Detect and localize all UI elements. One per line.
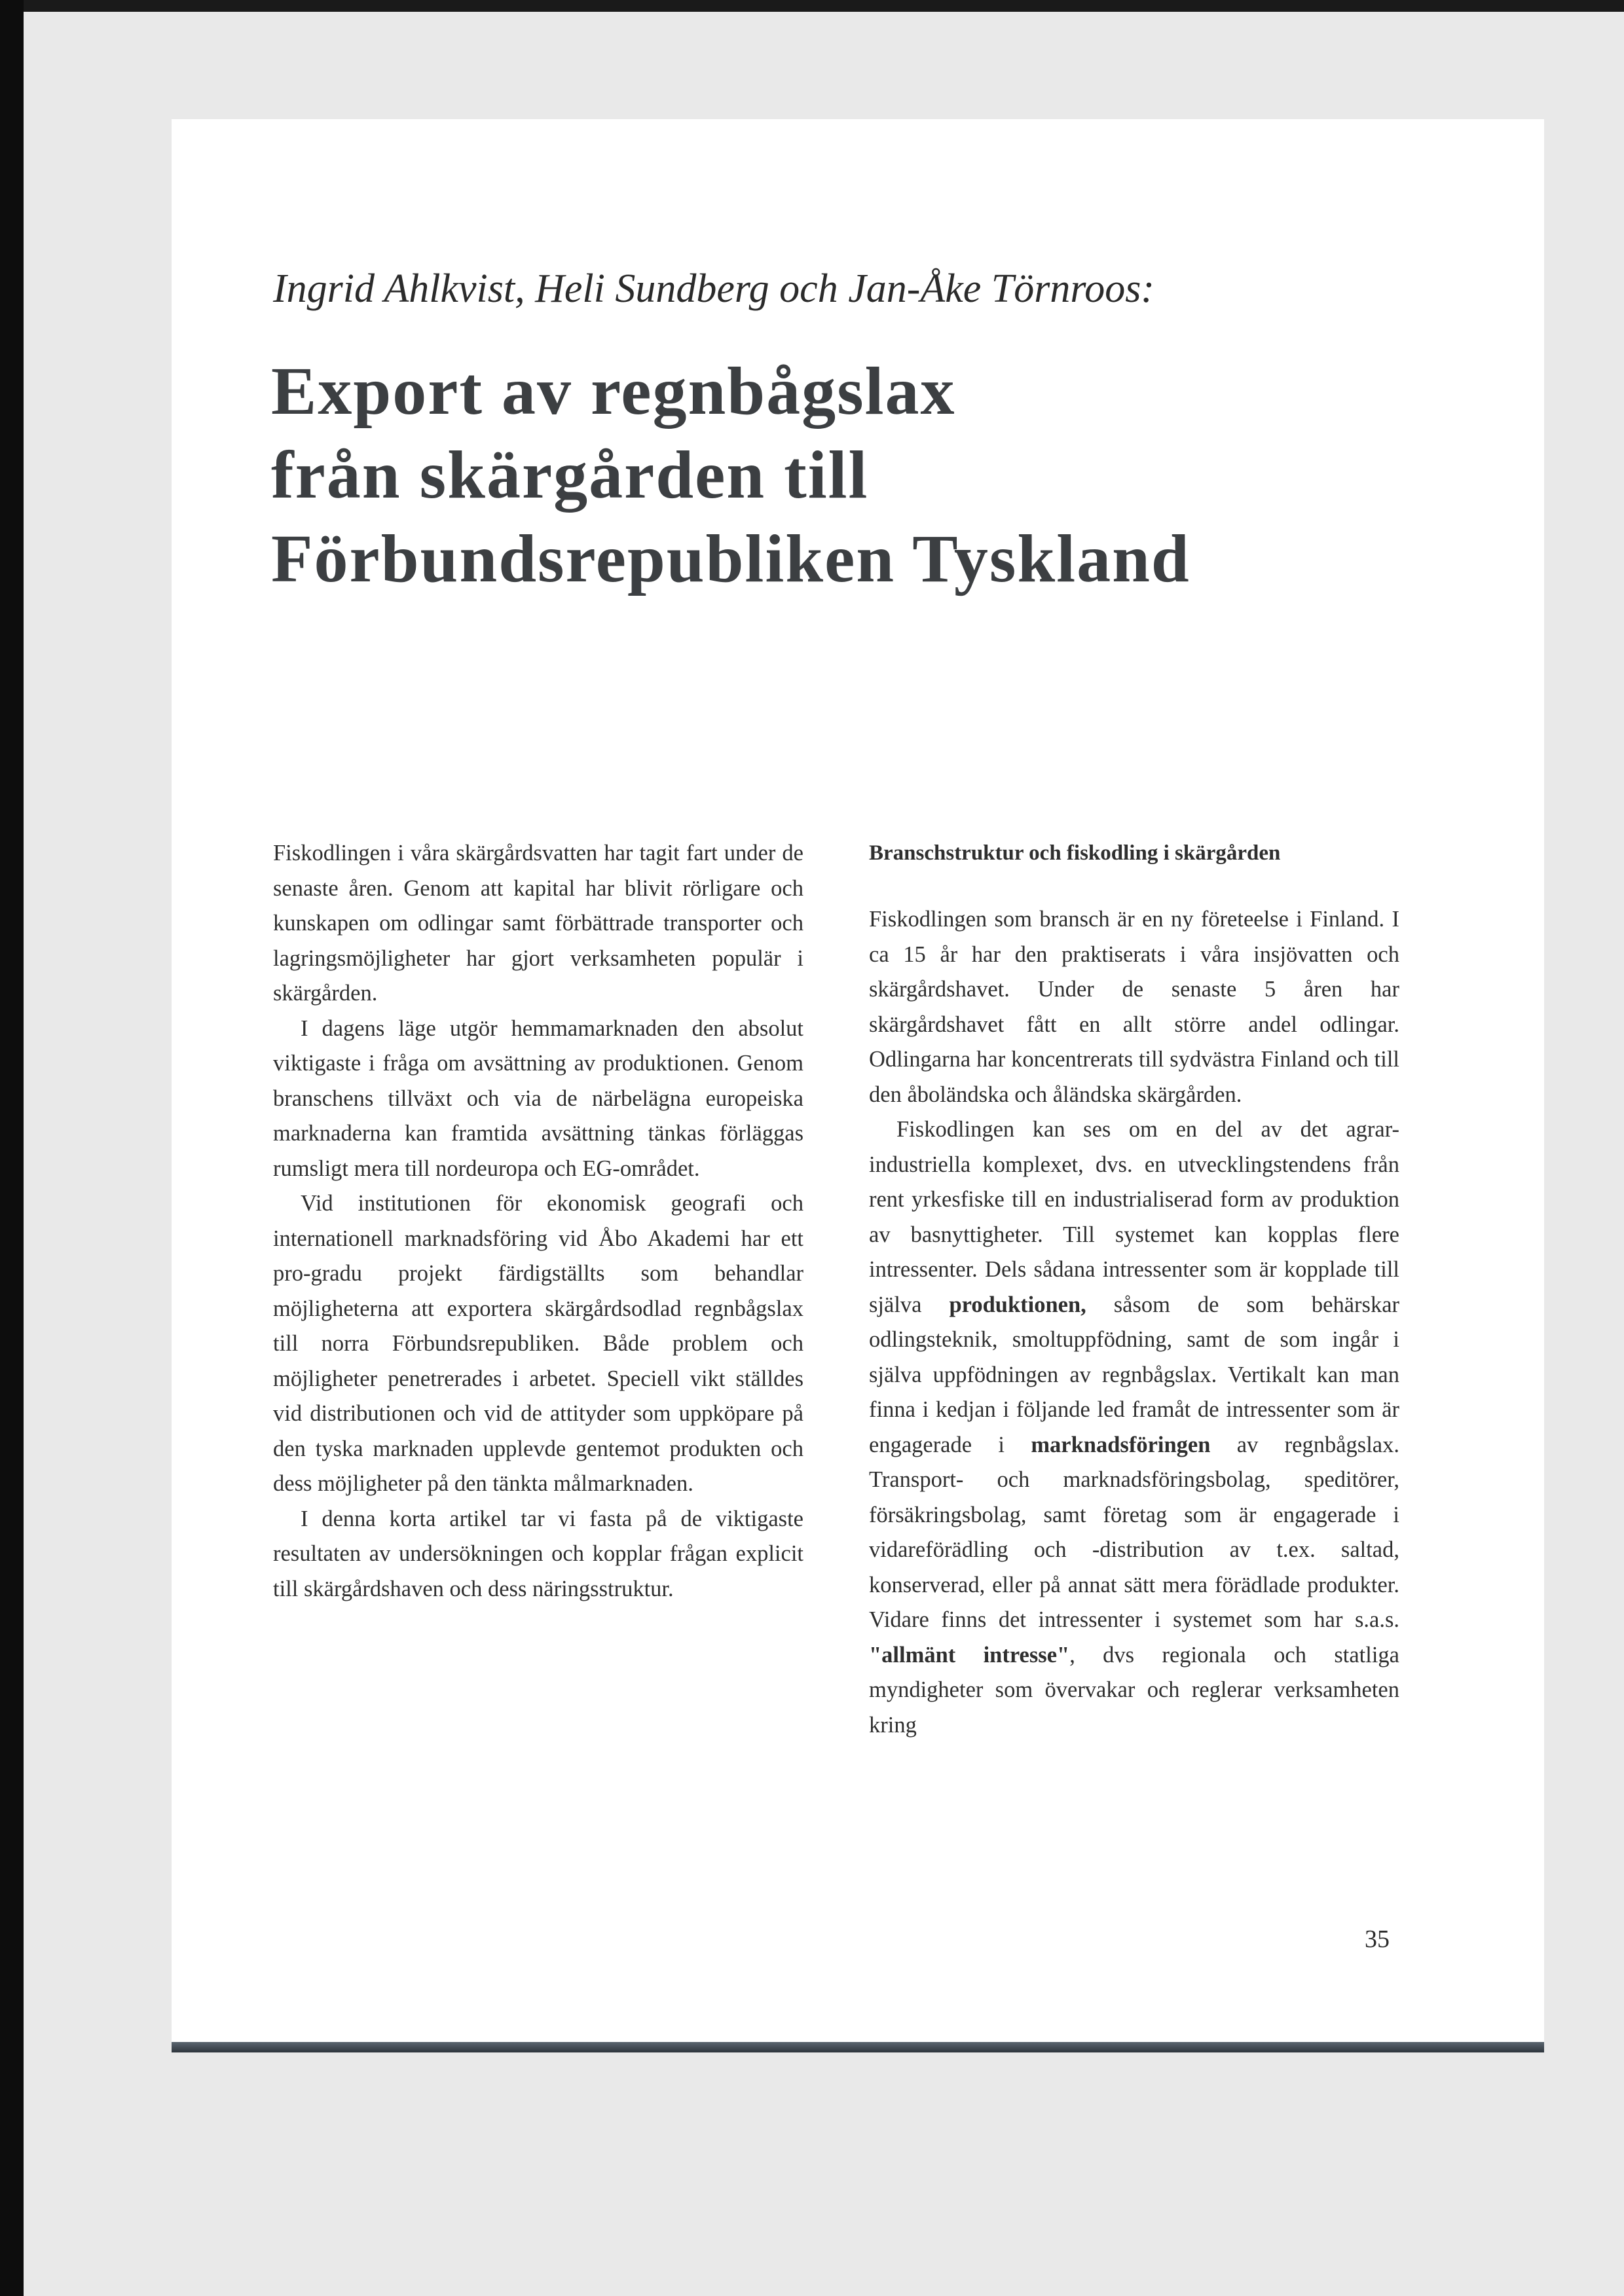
text-run: Fiskodlingen kan ses om en del av det agrar-industriella komplexet, dvs. en utvecklingstendens från rent yrkesfiske till en industrialiserad form av produktion av basnyttigheter. Till systemet kan kopplas flere intressenter. Dels sådana intressenter som är kopplade till själva: [869, 1117, 1399, 1317]
left-column: [273, 836, 803, 1607]
section-heading: Branschstruktur och fiskodling i skärgården: [869, 841, 1281, 865]
scan-border-left: [0, 0, 24, 2296]
left-paragraph-1: Fiskodlingen i våra skärgårdsvatten har tagit fart under de senaste åren. Genom att kapital har blivit rörligare och kunskapen om odlingar samt förbättrade transporter och lagringsmöjligheter har gjort verksamheten populär i skärgården.: [273, 841, 803, 1006]
scan-border-top: [0, 0, 1624, 12]
text-run: såsom de som behärskar odlingsteknik, smoltuppfödning, samt de som ingår i själva uppfödningen av regnbågslax. Vertikalt kan man finna i kedjan i följande led framåt de intressenter som är engagerade i: [869, 1292, 1399, 1457]
emphasis-marknadsforingen: marknadsföringen: [1031, 1432, 1211, 1457]
text-run: , dvs regionala och statliga myndigheter som övervakar och reglerar verksamheten kring: [869, 1642, 1399, 1738]
emphasis-produktionen: produktionen,: [949, 1292, 1086, 1317]
article-title: [271, 350, 1483, 601]
title-line-2: från skärgården till: [271, 437, 869, 513]
right-paragraph-2: [869, 1112, 1399, 1743]
title-line-1: Export av regnbågslax: [271, 354, 956, 429]
page-bottom-edge: [172, 2042, 1544, 2052]
journal-page: [172, 119, 1544, 2042]
right-paragraph-1: Fiskodlingen som bransch är en ny företeelse i Finland. I ca 15 år har den praktiserats i våra insjövatten och skärgårdshavet. Under de senaste 5 åren har skärgårdshavet fått en allt större andel odlingar. Odlingarna har koncentrerats till sydvästra Finland och till den åboländska och åländska skärgården.: [869, 907, 1399, 1107]
article-authors: Ingrid Ahlkvist, Heli Sundberg och Jan-Åke Törnroos:: [273, 266, 1154, 311]
text-run: av regnbågslax. Transport- och marknadsföringsbolag, speditörer, försäkringsbolag, samt företag som är engagerade i vidareförädling och -distribution av t.ex. saltad, konserverad, eller på annat sätt mera förädlade produkter. Vidare finns det intressenter i systemet som har s.a.s.: [869, 1432, 1399, 1632]
left-paragraph-3: Vid institutionen för ekonomisk geografi och internationell marknadsföring vid Åbo Akademi har ett pro-gradu projekt färdigställts som behandlar möjligheterna att exportera skärgårdsodlad regnbågslax till norra Förbundsrepubliken. Både problem och möjligheter penetrerades i arbetet. Speciell vikt ställdes vid distributionen och vid de attityder som uppköpare på den tyska marknaden upplevde gentemot produkten och dess möjligheter på den tänkta målmarknaden.: [273, 1191, 803, 1496]
left-paragraph-4: I denna korta artikel tar vi fasta på de viktigaste resultaten av undersökningen och kopplar frågan explicit till skärgårdshaven och dess näringsstruktur.: [273, 1506, 803, 1601]
right-column: [869, 836, 1399, 1743]
left-paragraph-2: I dagens läge utgör hemmamarknaden den absolut viktigaste i fråga om avsättning av produktionen. Genom branschens tillväxt och via de närbelägna europeiska marknaderna kan framtida avsättning tänkas förläggas rumsligt mera till nordeuropa och EG-området.: [273, 1015, 803, 1181]
emphasis-allmant-intresse: "allmänt intresse": [869, 1642, 1070, 1667]
title-line-3: Förbundsrepubliken Tyskland: [271, 521, 1190, 596]
page-number: 35: [1365, 1925, 1390, 1953]
